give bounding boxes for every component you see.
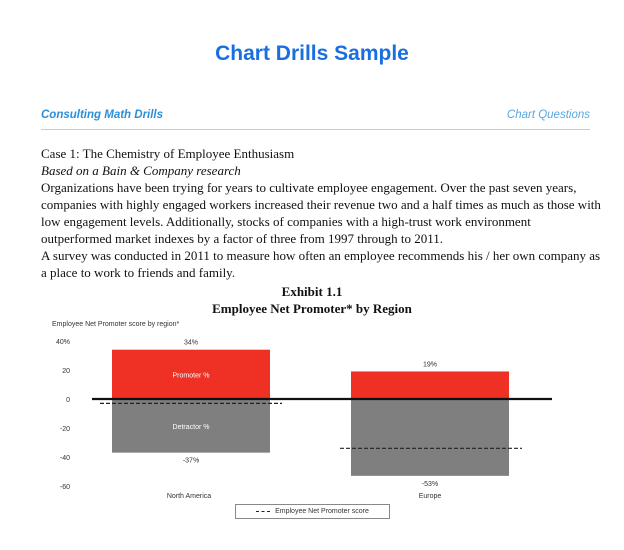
y-tick-label: -60 xyxy=(59,484,70,491)
y-axis-label: Employee Net Promoter score by region* xyxy=(52,321,180,328)
detractor-bar xyxy=(351,399,509,476)
y-tick-label: -40 xyxy=(59,455,70,462)
exhibit-number: Exhibit 1.1 xyxy=(281,284,343,299)
x-category-label: Europe xyxy=(418,493,442,500)
legend-label: Employee Net Promoter score xyxy=(275,508,369,515)
data-label: -53% xyxy=(421,480,439,488)
data-label: 19% xyxy=(422,361,438,369)
case-paragraph-2: A survey was conducted in 2011 to measure how often an employee recommends his / her own company as a place to work to friends and family. xyxy=(41,248,601,280)
promoter-series-label: Promoter % xyxy=(172,372,210,380)
case-subtitle: Based on a Bain & Company research xyxy=(41,163,241,178)
promoter-bar xyxy=(351,371,509,399)
y-tick-label: 40% xyxy=(55,339,70,346)
data-label: 34% xyxy=(183,339,199,347)
section-label: Consulting Math Drills xyxy=(41,109,164,121)
detractor-series-label: Detractor % xyxy=(172,423,210,431)
section-category: Chart Questions xyxy=(506,109,590,121)
data-label: -37% xyxy=(182,457,200,465)
case-title: Case 1: The Chemistry of Employee Enthusiasm xyxy=(41,146,295,161)
case-paragraph-1: Organizations have been trying for years to cultivate employee engagement. Over the past seven years, companies with highly engaged workers increased their revenue two and a half times as much as those with low engagement levels. Additionally, stocks of companies with a high-trust work environment outperformed market indexes by a factor of three from 1997 through to 2011. xyxy=(41,180,601,246)
y-tick-label: -20 xyxy=(59,426,70,433)
exhibit-title: Employee Net Promoter* by Region xyxy=(212,301,412,316)
y-tick-label: 20 xyxy=(62,368,70,375)
y-tick-label: 0 xyxy=(66,397,70,404)
chart-legend xyxy=(235,504,390,519)
x-category-label: North America xyxy=(166,493,212,500)
legend-dash-icon xyxy=(256,511,270,512)
page-title: Chart Drills Sample xyxy=(215,42,409,65)
